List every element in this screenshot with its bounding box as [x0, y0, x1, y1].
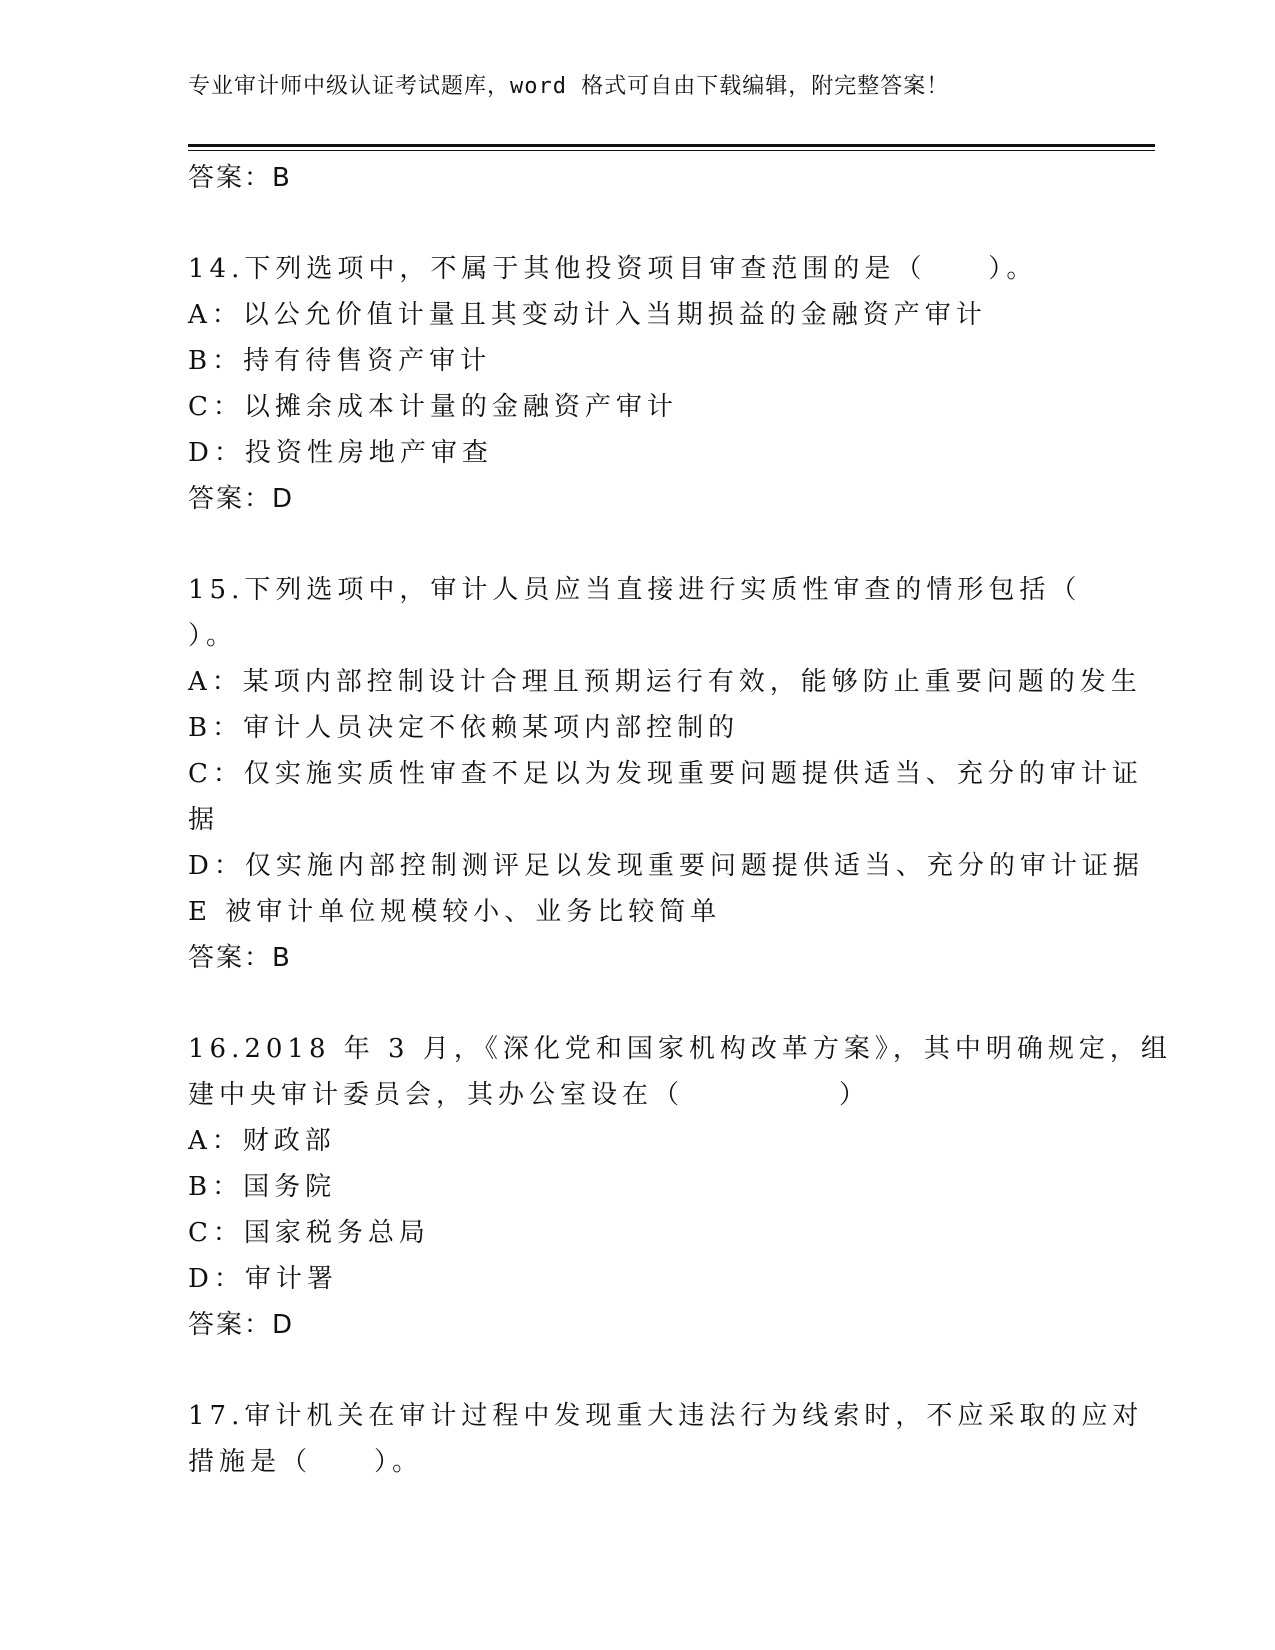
header-rule-thick — [188, 144, 1155, 147]
option-line: B：持有待售资产审计 — [188, 346, 492, 376]
option-line: A：某项内部控制设计合理且预期运行有效，能够防止重要问题的发生 — [188, 667, 1142, 697]
option-line: B：审计人员决定不依赖某项内部控制的 — [188, 713, 740, 743]
document-body — [188, 155, 1172, 1485]
option-line: 据 — [188, 805, 220, 835]
option-line: C：仅实施实质性审查不足以为发现重要问题提供适当、充分的审计证 — [188, 759, 1143, 789]
question-stem: 建中央审计委员会，其办公室设在（ ） — [188, 1080, 871, 1110]
option-line: E 被审计单位规模较小、业务比较简单 — [188, 897, 722, 927]
option-line: C：国家税务总局 — [188, 1218, 430, 1248]
header-rule-thin — [188, 150, 1155, 151]
question-stem: 15.下列选项中，审计人员应当直接进行实质性审查的情形包括（ — [188, 575, 1082, 605]
answer-line: 答案：B — [188, 163, 292, 193]
answer-line: 答案：D — [188, 1310, 295, 1340]
answer-line: 答案：B — [188, 943, 292, 973]
option-line: A：以公允价值计量且其变动计入当期损益的金融资产审计 — [188, 300, 987, 330]
question-stem: 措施是（ ）。 — [188, 1447, 424, 1477]
question-stem: 17.审计机关在审计过程中发现重大违法行为线索时，不应采取的应对 — [188, 1401, 1144, 1431]
answer-line: 答案：D — [188, 484, 295, 514]
question-block — [188, 567, 1144, 981]
question-stem: 14.下列选项中，不属于其他投资项目审查范围的是（ ）。 — [188, 254, 1038, 284]
option-line: B：国务院 — [188, 1172, 337, 1202]
option-line: D：投资性房地产审查 — [188, 438, 493, 468]
page-header: 专业审计师中级认证考试题库，word 格式可自由下载编辑，附完整答案！ — [188, 74, 950, 99]
question-stem: 16.2018 年 3 月，《深化党和国家机构改革方案》，其中明确规定，组 — [188, 1034, 1172, 1064]
question-stem: ）。 — [188, 621, 238, 651]
question-block — [188, 1026, 1172, 1348]
question-block — [188, 1393, 1144, 1485]
option-line: D：仅实施内部控制测评足以发现重要问题提供适当、充分的审计证据 — [188, 851, 1144, 881]
option-line: A：财政部 — [188, 1126, 336, 1156]
question-block — [188, 246, 1088, 522]
option-line: C：以摊余成本计量的金融资产审计 — [188, 392, 678, 422]
option-line: D：审计署 — [188, 1264, 338, 1294]
